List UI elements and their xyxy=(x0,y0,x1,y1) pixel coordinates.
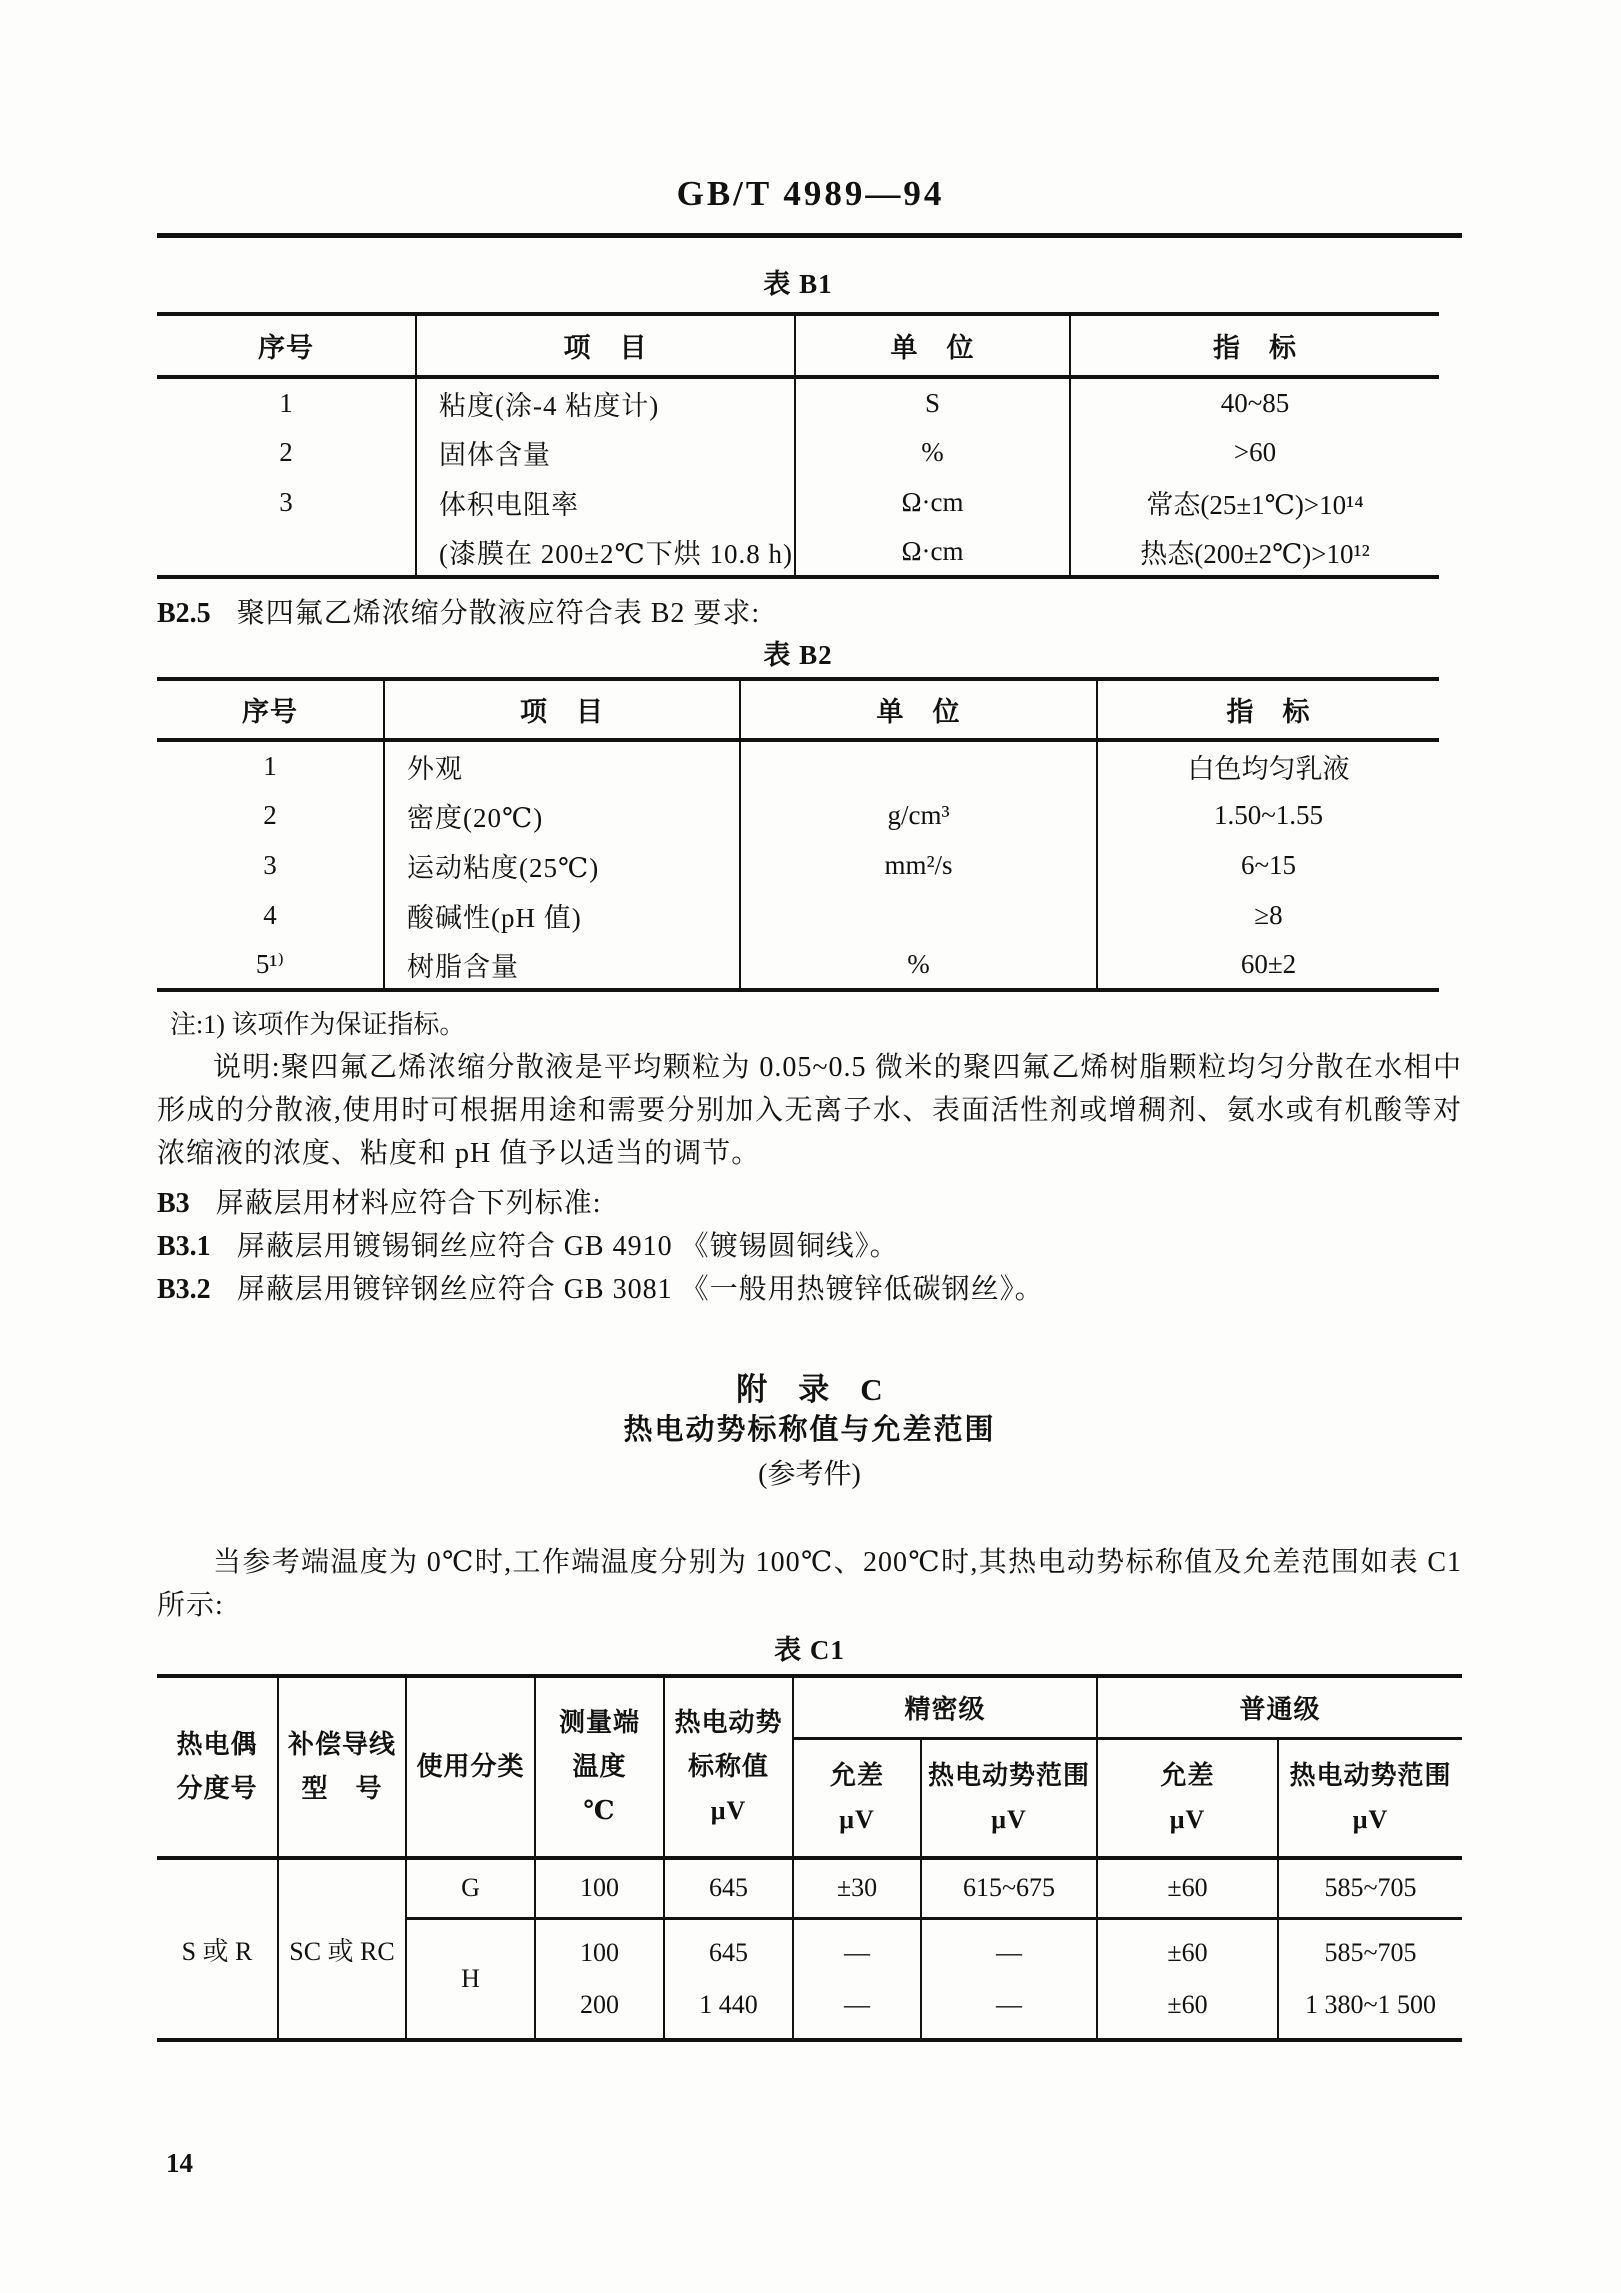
section-text: 聚四氟乙烯浓缩分散液应符合表 B2 要求: xyxy=(236,598,761,629)
header-line: 热电动势 xyxy=(674,1708,783,1737)
table-b2 xyxy=(157,677,1439,992)
header-line: μV xyxy=(1352,1804,1389,1834)
table-cell: 固体含量 xyxy=(416,427,795,477)
header-line: 型 号 xyxy=(301,1774,383,1803)
cell-line: 200 xyxy=(580,1989,619,2019)
page-number: 14 xyxy=(166,2148,193,2178)
header-line: 温度 xyxy=(572,1752,627,1781)
table-row xyxy=(157,377,1439,427)
table-cell-thermocouple: S 或 R xyxy=(157,1858,278,2040)
table-cell xyxy=(921,1918,1097,2040)
cell-line: — xyxy=(996,1937,1022,1967)
section-text: 屏蔽层用镀锡铜丝应符合 GB 4910 《镀锡圆铜线》。 xyxy=(236,1231,899,1262)
header-line: μV xyxy=(710,1796,747,1825)
section-b25 xyxy=(157,591,1462,631)
table-cell: ±60 xyxy=(1097,1858,1278,1918)
table-cell: 6~15 xyxy=(1097,840,1439,890)
header-line: 测量端 xyxy=(558,1708,640,1737)
header-line: 分度号 xyxy=(176,1774,258,1803)
column-header: 单 位 xyxy=(740,679,1097,740)
cell-line: ±60 xyxy=(1167,1989,1208,2019)
column-header-ordinary-range xyxy=(1278,1738,1462,1858)
cell-line: — xyxy=(844,1937,870,1967)
table-row xyxy=(157,527,1439,577)
cell-line: 1 380~1 500 xyxy=(1304,1989,1437,2019)
column-header-emf-nominal xyxy=(664,1676,793,1858)
table-row xyxy=(157,840,1439,890)
column-group-ordinary: 普通级 xyxy=(1097,1676,1462,1738)
header-line: 热电动势范围 xyxy=(1289,1760,1452,1790)
cell-line: 1 440 xyxy=(699,1989,758,2019)
table-cell: % xyxy=(740,940,1097,990)
table-cell: Ω·cm xyxy=(795,527,1070,577)
table-cell: g/cm³ xyxy=(740,790,1097,840)
table-cell: 常态(25±1℃)>10¹⁴ xyxy=(1070,477,1439,527)
section-label: B3.2 xyxy=(157,1274,211,1305)
table-cell: 40~85 xyxy=(1070,377,1439,427)
table-cell xyxy=(664,1918,793,2040)
header-line: μV xyxy=(1169,1804,1206,1834)
table-cell: S xyxy=(795,377,1070,427)
table-row xyxy=(157,427,1439,477)
table-cell: 60±2 xyxy=(1097,940,1439,990)
section-text: 屏蔽层用镀锌钢丝应符合 GB 3081 《一般用热镀锌低碳钢丝》。 xyxy=(236,1274,1044,1305)
table-cell: 645 xyxy=(664,1858,793,1918)
section-b3 xyxy=(157,1181,1462,1221)
table-b1-header-row xyxy=(157,314,1439,377)
column-header: 指 标 xyxy=(1070,314,1439,377)
table-cell: 5¹⁾ xyxy=(157,940,384,990)
table-cell: mm²/s xyxy=(740,840,1097,890)
column-header-usage-class xyxy=(406,1676,535,1858)
table-cell: 密度(20℃) xyxy=(384,790,740,840)
section-label: B3 xyxy=(157,1188,190,1219)
cell-line: ±60 xyxy=(1167,1937,1208,1967)
column-header: 指 标 xyxy=(1097,679,1439,740)
table-cell xyxy=(1278,1918,1462,2040)
appendix-c-paragraph: 当参考端温度为 0℃时,工作端温度分别为 100℃、200℃时,其热电动势标称值及允差范围如表 C1 所示: xyxy=(157,1547,1462,1621)
table-cell: 1 xyxy=(157,377,416,427)
appendix-c-subtitle: 热电动势标称值与允差范围 xyxy=(623,1414,996,1446)
header-line: μV xyxy=(839,1804,875,1834)
table-cell xyxy=(740,740,1097,790)
table-cell-wire: SC 或 RC xyxy=(278,1858,406,2040)
section-b32 xyxy=(157,1267,1462,1307)
table-cell: 3 xyxy=(157,840,384,890)
table-cell xyxy=(793,1918,921,2040)
table-cell: 热态(200±2℃)>10¹² xyxy=(1070,527,1439,577)
table-cell xyxy=(740,890,1097,940)
cell-line: 585~705 xyxy=(1324,1937,1417,1967)
column-header-thermocouple xyxy=(157,1676,278,1858)
appendix-c-reference-note: (参考件) xyxy=(758,1459,861,1490)
table-cell: 树脂含量 xyxy=(384,940,740,990)
column-header: 单 位 xyxy=(795,314,1070,377)
table-cell: 外观 xyxy=(384,740,740,790)
header-line: 允差 xyxy=(1160,1760,1215,1790)
table-cell: 2 xyxy=(157,427,416,477)
table-cell: 粘度(涂-4 粘度计) xyxy=(416,377,795,427)
description-paragraph: 说明:聚四氟乙烯浓缩分散液是平均颗粒为 0.05~0.5 微米的聚四氟乙烯树脂颗粒均匀分散在水相中形成的分散液,使用时可根据用途和需要分别加入无离子水、表面活性剂或增稠剂、氨水或有机酸等对浓缩液的浓度、粘度和 pH 值予以适当的调节。 xyxy=(157,1052,1462,1169)
header-line: μV xyxy=(991,1804,1027,1834)
column-header: 序号 xyxy=(157,679,384,740)
section-label: B2.5 xyxy=(157,598,211,629)
table-cell: 3 xyxy=(157,477,416,527)
table-c1 xyxy=(157,1674,1462,2042)
table-cell: 100 xyxy=(535,1858,664,1918)
column-header: 项 目 xyxy=(416,314,795,377)
column-header: 序号 xyxy=(157,314,416,377)
header-line: 热电偶 xyxy=(176,1730,258,1759)
column-header-precision-tolerance xyxy=(793,1738,921,1858)
header-line: 热电动势范围 xyxy=(928,1760,1091,1790)
table-cell: 615~675 xyxy=(921,1858,1097,1918)
table-row xyxy=(157,740,1439,790)
table-cell: >60 xyxy=(1070,427,1439,477)
header-line: ℃ xyxy=(583,1796,616,1825)
column-header-ordinary-tolerance xyxy=(1097,1738,1278,1858)
cell-line: — xyxy=(844,1989,870,2019)
section-text: 屏蔽层用材料应符合下列标准: xyxy=(215,1188,602,1219)
header-line: 补偿导线 xyxy=(287,1730,396,1759)
column-header-precision-range xyxy=(921,1738,1097,1858)
table-cell: 运动粘度(25℃) xyxy=(384,840,740,890)
table-cell: 1.50~1.55 xyxy=(1097,790,1439,840)
table-row xyxy=(157,940,1439,990)
table-cell: 2 xyxy=(157,790,384,840)
table-cell: ≥8 xyxy=(1097,890,1439,940)
doc-title: GB/T 4989—94 xyxy=(676,174,945,213)
column-header-measuring-temp xyxy=(535,1676,664,1858)
table-row xyxy=(157,477,1439,527)
table-c1-header-row-1 xyxy=(157,1676,1462,1738)
table-b1-caption: 表 B1 xyxy=(763,269,833,299)
section-b31 xyxy=(157,1224,1462,1264)
table-cell: ±30 xyxy=(793,1858,921,1918)
table-b2-footnote: 注:1) 该项作为保证指标。 xyxy=(170,1010,466,1039)
table-c1-caption: 表 C1 xyxy=(774,1635,845,1665)
table-row-g xyxy=(157,1858,1462,1918)
section-label: B3.1 xyxy=(157,1231,211,1262)
column-header: 项 目 xyxy=(384,679,740,740)
table-cell: % xyxy=(795,427,1070,477)
header-line: 使用分类 xyxy=(416,1752,525,1781)
table-cell: 585~705 xyxy=(1278,1858,1462,1918)
header-line: 允差 xyxy=(829,1760,884,1790)
table-cell xyxy=(157,527,416,577)
table-b2-caption: 表 B2 xyxy=(763,640,833,670)
cell-line: 100 xyxy=(580,1937,619,1967)
table-cell: (漆膜在 200±2℃下烘 10.8 h) xyxy=(416,527,795,577)
cell-line: 645 xyxy=(709,1937,748,1967)
table-cell xyxy=(535,1918,664,2040)
table-row xyxy=(157,890,1439,940)
header-rule xyxy=(157,233,1462,238)
table-cell: Ω·cm xyxy=(795,477,1070,527)
table-cell: G xyxy=(406,1858,535,1918)
appendix-c-title: 附 录 C xyxy=(736,1372,883,1407)
table-cell: 酸碱性(pH 值) xyxy=(384,890,740,940)
table-row xyxy=(157,790,1439,840)
column-header-compensating-wire xyxy=(278,1676,406,1858)
column-group-precision: 精密级 xyxy=(793,1676,1097,1738)
table-cell xyxy=(1097,1918,1278,2040)
table-cell: 4 xyxy=(157,890,384,940)
table-b2-header-row xyxy=(157,679,1439,740)
table-cell: 1 xyxy=(157,740,384,790)
table-cell: H xyxy=(406,1918,535,2040)
table-cell: 体积电阻率 xyxy=(416,477,795,527)
header-line: 标称值 xyxy=(687,1752,769,1781)
table-b1 xyxy=(157,312,1439,579)
cell-line: — xyxy=(996,1989,1022,2019)
table-cell: 白色均匀乳液 xyxy=(1097,740,1439,790)
